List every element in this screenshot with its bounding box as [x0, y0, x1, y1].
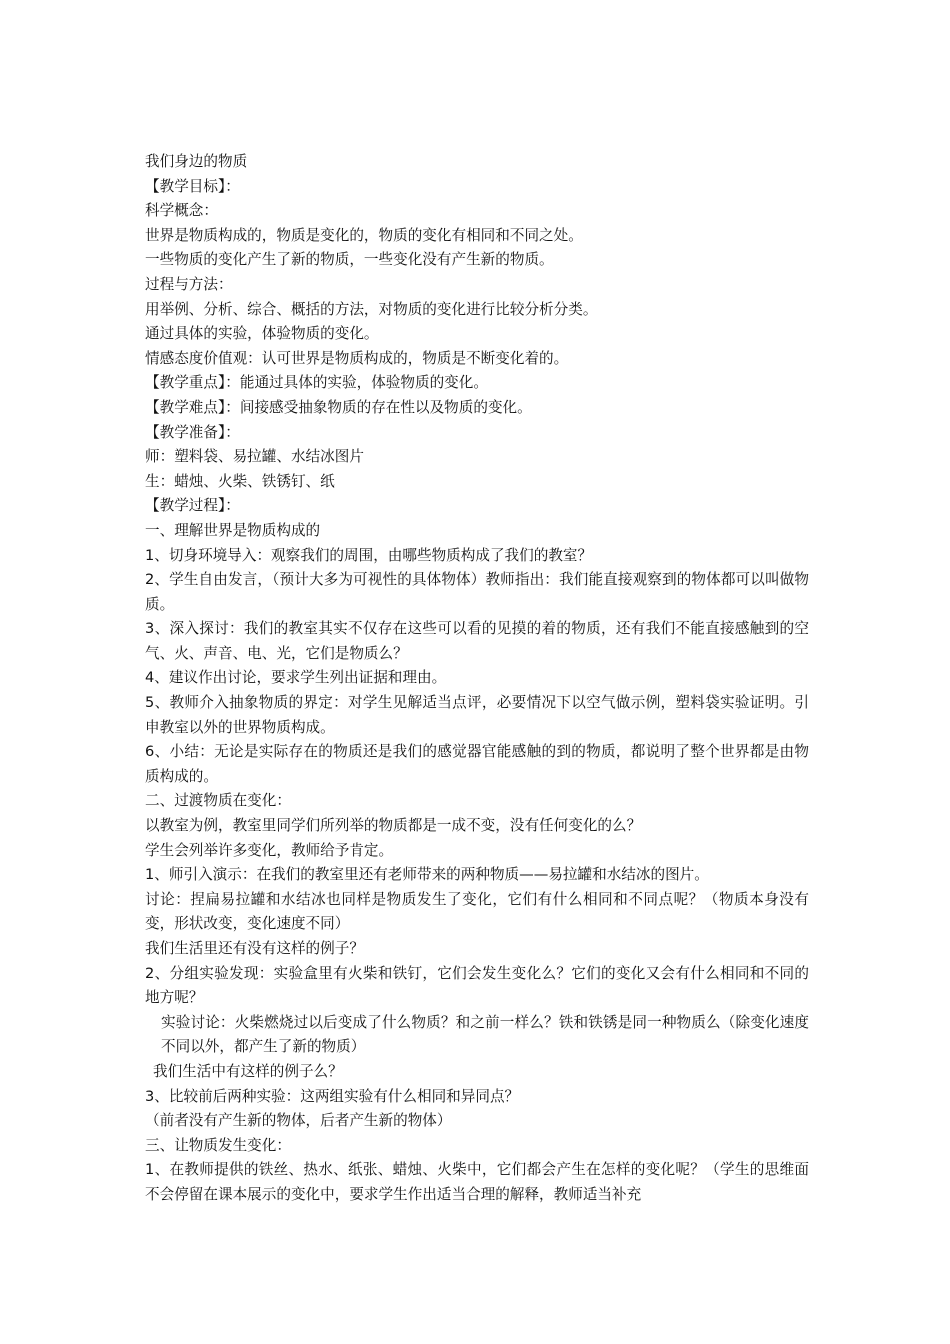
concept-line-2: 一些物质的变化产生了新的物质，一些变化没有产生新的物质。 [145, 251, 554, 269]
prep-teacher-line: 师：塑料袋、易拉罐、水结冰图片 [145, 448, 364, 466]
section-2-experiment-discussion: 实验讨论：火柴燃烧过以后变成了什么物质？和之前一样么？铁和铁锈是同一种物质么（除变化速度不同以外，都产生了新的物质） [161, 1013, 809, 1056]
concept-line-1: 世界是物质构成的，物质是变化的，物质的变化有相同和不同之处。 [145, 226, 583, 244]
prep-heading: 【教学准备】： [145, 423, 240, 441]
document-page [145, 150, 809, 1208]
section-1-item-3: 3、深入探讨：我们的教室其实不仅存在这些可以看的见摸的着的物质，还有我们不能直接感触到的空气、火、声音、电、光，它们是物质么？ [145, 620, 809, 662]
goals-heading: 【教学目标】： [145, 177, 240, 195]
prep-student-line: 生：蜡烛、火柴、铁锈钉、纸 [145, 472, 335, 490]
difficulty-line: 【教学难点】：间接感受抽象物质的存在性以及物质的变化。 [145, 398, 532, 416]
section-2-discussion: 讨论：捏扁易拉罐和水结冰也同样是物质发生了变化，它们有什么相同和不同点呢？（物质本身没有变，形状改变，变化速度不同） [145, 890, 809, 933]
section-2-item-2: 2、分组实验发现：实验盒里有火柴和铁钉，它们会发生变化么？它们的变化又会有什么相同和不同的地方呢？ [145, 964, 809, 1007]
section-2-answer: （前者没有产生新的物体，后者产生新的物体） [145, 1112, 452, 1130]
section-2-life-question-2: 我们生活中有这样的例子么？ [153, 1062, 343, 1080]
process-heading: 【教学过程】： [145, 497, 240, 515]
section-1-item-2: 2、学生自由发言，（预计大多为可视性的具体物体）教师指出：我们能直接观察到的物体都可以叫做物质。 [145, 571, 809, 613]
document-title: 我们身边的物质 [145, 153, 248, 170]
section-1-item-6: 6、小结：无论是实际存在的物质还是我们的感觉器官能感触的到的物质，都说明了整个世界都是由物质构成的。 [145, 743, 809, 785]
section-1-heading: 一、理解世界是物质构成的 [145, 521, 321, 539]
section-3-heading: 三、让物质发生变化： [145, 1136, 291, 1154]
section-2-item-3: 3、比较前后两种实验：这两组实验有什么相同和异同点？ [145, 1087, 520, 1105]
section-1-item-1: 1、切身环境导入：观察我们的周围，由哪些物质构成了我们的教室？ [145, 546, 593, 564]
method-line-2: 通过具体的实验，体验物质的变化。 [145, 325, 379, 343]
section-2-item-1: 1、师引入演示：在我们的教室里还有老师带来的两种物质——易拉罐和水结冰的图片。 [145, 866, 709, 884]
section-2-life-question: 我们生活里还有没有这样的例子？ [145, 940, 364, 957]
method-heading: 过程与方法： [145, 275, 233, 293]
method-line-1: 用举例、分析、综合、概括的方法，对物质的变化进行比较分析分类。 [145, 300, 598, 318]
section-2-heading: 二、过渡物质在变化： [145, 792, 291, 810]
section-3-item-1: 1、在教师提供的铁丝、热水、纸张、蜡烛、火柴中，它们都会产生在怎样的变化呢？（学生的思维面不会停留在课本展示的变化中，要求学生作出适当合理的解释，教师适当补充 [145, 1161, 809, 1203]
section-2-intro-1: 以教室为例，教室里同学们所列举的物质都是一成不变，没有任何变化的么？ [145, 817, 642, 835]
attitude-line: 情感态度价值观：认可世界是物质构成的，物质是不断变化着的。 [145, 349, 569, 367]
section-2-intro-2: 学生会列举许多变化，教师给予肯定。 [145, 841, 394, 859]
section-1-item-5: 5、教师介入抽象物质的界定：对学生见解适当点评，必要情况下以空气做示例，塑料袋实验证明。引申教室以外的世界物质构成。 [145, 694, 809, 736]
key-point-line: 【教学重点】：能通过具体的实验，体验物质的变化。 [145, 374, 488, 392]
section-1-item-4: 4、建议作出讨论，要求学生列出证据和理由。 [145, 669, 447, 687]
concept-heading: 科学概念： [145, 202, 218, 220]
